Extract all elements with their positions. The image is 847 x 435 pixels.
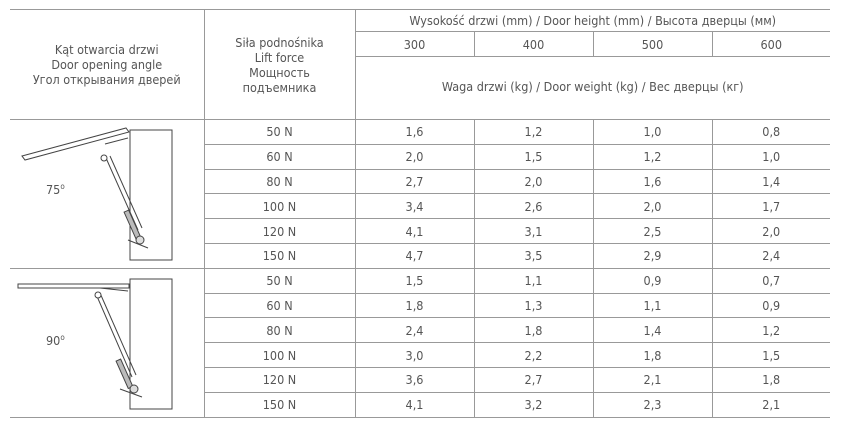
height-400: 400 bbox=[474, 32, 593, 57]
weight-cell: 1,3 bbox=[474, 293, 593, 318]
weight-cell: 0,8 bbox=[712, 120, 830, 145]
weight-cell: 0,9 bbox=[712, 293, 830, 318]
weight-cell: 1,1 bbox=[474, 268, 593, 293]
angle-cell-90 bbox=[10, 268, 204, 417]
force-cell: 50 N bbox=[204, 268, 355, 293]
force-header-pl: Siła podnośnika bbox=[235, 34, 324, 50]
weight-cell: 1,5 bbox=[712, 343, 830, 368]
weight-cell: 1,0 bbox=[593, 120, 712, 145]
angle-value: 75 bbox=[46, 182, 61, 198]
angle-label bbox=[46, 333, 65, 348]
angle-header-pl: Kąt otwarcia drzwi bbox=[54, 42, 159, 57]
weight-cell: 2,1 bbox=[712, 392, 830, 417]
weight-cell: 2,0 bbox=[474, 169, 593, 194]
weight-cell: 2,4 bbox=[355, 318, 474, 343]
force-header-ru-1: Мощность bbox=[249, 64, 310, 80]
weight-cell: 3,1 bbox=[474, 219, 593, 244]
weight-cell: 2,3 bbox=[593, 392, 712, 417]
force-cell: 80 N bbox=[204, 169, 355, 194]
angle-header-ru: Угол открывания дверей bbox=[32, 72, 181, 87]
lift-force-table bbox=[10, 9, 830, 418]
weight-cell: 1,2 bbox=[593, 144, 712, 169]
weight-cell: 1,7 bbox=[712, 194, 830, 219]
force-header-ru-2: подъемника bbox=[242, 79, 317, 95]
force-cell: 150 N bbox=[204, 243, 355, 268]
weight-cell: 3,2 bbox=[474, 392, 593, 417]
table-row bbox=[10, 268, 830, 293]
door-weight-header: Waga drzwi (kg) / Door weight (kg) / Вес дверцы (кг) bbox=[355, 57, 830, 120]
degree-symbol: o bbox=[60, 182, 65, 191]
weight-cell: 2,6 bbox=[474, 194, 593, 219]
weight-cell: 2,2 bbox=[474, 343, 593, 368]
weight-cell: 3,4 bbox=[355, 194, 474, 219]
weight-cell: 3,5 bbox=[474, 243, 593, 268]
weight-cell: 3,6 bbox=[355, 367, 474, 392]
angle-value: 90 bbox=[46, 332, 61, 348]
force-header bbox=[204, 10, 355, 120]
height-500: 500 bbox=[593, 32, 712, 57]
force-cell: 120 N bbox=[204, 367, 355, 392]
weight-cell: 2,5 bbox=[593, 219, 712, 244]
angle-label bbox=[46, 182, 65, 197]
lift-90-degree-diagram bbox=[10, 269, 204, 418]
height-300: 300 bbox=[355, 32, 474, 57]
weight-cell: 1,4 bbox=[712, 169, 830, 194]
table-row bbox=[10, 120, 830, 145]
weight-cell: 2,4 bbox=[712, 243, 830, 268]
force-cell: 120 N bbox=[204, 219, 355, 244]
weight-cell: 0,9 bbox=[593, 268, 712, 293]
weight-cell: 1,6 bbox=[593, 169, 712, 194]
force-cell: 100 N bbox=[204, 343, 355, 368]
weight-cell: 1,2 bbox=[712, 318, 830, 343]
weight-cell: 1,1 bbox=[593, 293, 712, 318]
force-cell: 60 N bbox=[204, 293, 355, 318]
weight-cell: 1,8 bbox=[355, 293, 474, 318]
weight-cell: 1,8 bbox=[593, 343, 712, 368]
force-cell: 80 N bbox=[204, 318, 355, 343]
weight-cell: 4,1 bbox=[355, 392, 474, 417]
weight-cell: 2,0 bbox=[593, 194, 712, 219]
weight-cell: 2,1 bbox=[593, 367, 712, 392]
weight-cell: 2,7 bbox=[355, 169, 474, 194]
weight-cell: 1,8 bbox=[474, 318, 593, 343]
weight-cell: 4,1 bbox=[355, 219, 474, 244]
door-height-header: Wysokość drzwi (mm) / Door height (mm) / Высота дверцы (мм) bbox=[355, 10, 830, 32]
weight-cell: 1,6 bbox=[355, 120, 474, 145]
force-header-en: Lift force bbox=[254, 49, 305, 65]
angle-cell-75 bbox=[10, 120, 204, 269]
weight-cell: 2,0 bbox=[712, 219, 830, 244]
angle-header-en: Door opening angle bbox=[51, 57, 163, 72]
weight-cell: 0,7 bbox=[712, 268, 830, 293]
weight-cell: 3,0 bbox=[355, 343, 474, 368]
weight-cell: 1,5 bbox=[355, 268, 474, 293]
weight-cell: 1,8 bbox=[712, 367, 830, 392]
weight-cell: 1,5 bbox=[474, 144, 593, 169]
weight-cell: 2,0 bbox=[355, 144, 474, 169]
lift-75-degree-diagram bbox=[10, 120, 204, 269]
weight-cell: 4,7 bbox=[355, 243, 474, 268]
angle-header bbox=[10, 10, 204, 120]
degree-symbol: o bbox=[60, 332, 65, 342]
height-600: 600 bbox=[712, 32, 830, 57]
weight-cell: 1,2 bbox=[474, 120, 593, 145]
weight-cell: 1,0 bbox=[712, 144, 830, 169]
force-cell: 100 N bbox=[204, 194, 355, 219]
weight-cell: 2,9 bbox=[593, 243, 712, 268]
force-cell: 50 N bbox=[204, 120, 355, 145]
force-cell: 150 N bbox=[204, 392, 355, 417]
weight-cell: 2,7 bbox=[474, 367, 593, 392]
force-cell: 60 N bbox=[204, 144, 355, 169]
weight-cell: 1,4 bbox=[593, 318, 712, 343]
